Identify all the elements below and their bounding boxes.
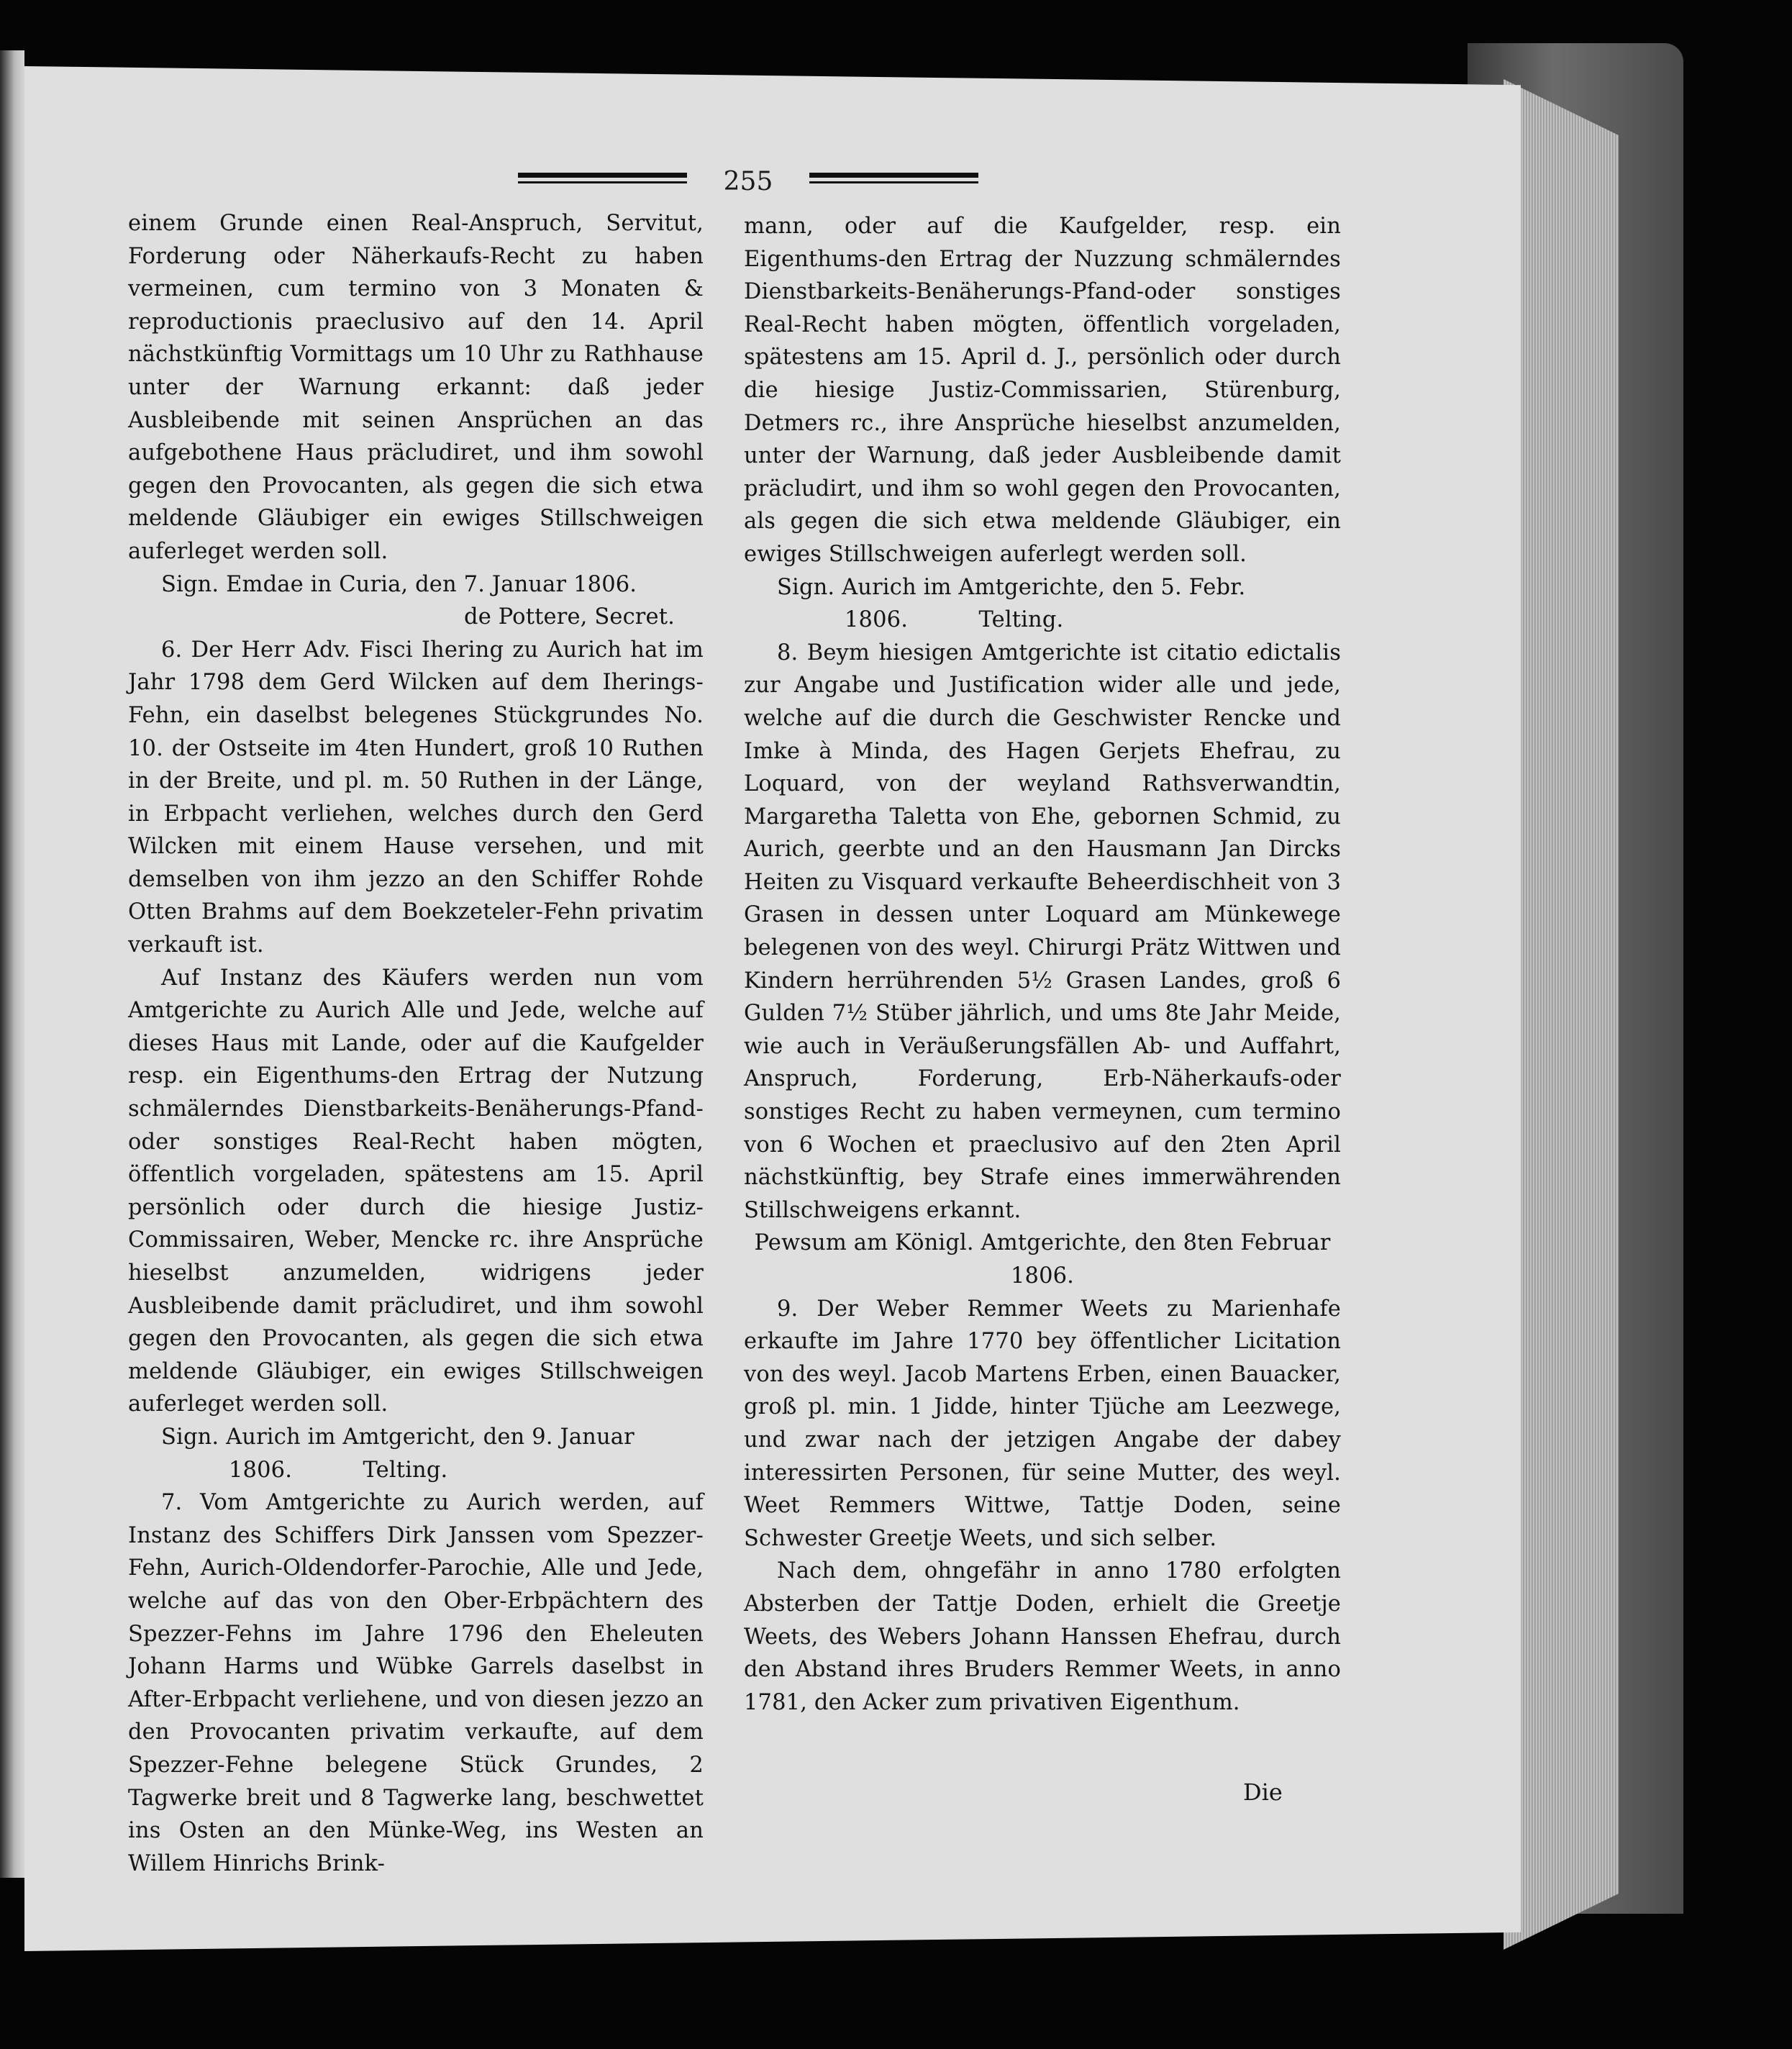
- header-rule-left: [518, 173, 687, 187]
- right-text-column: [744, 210, 1341, 1719]
- left-signatory: de Pottere, Secret.: [464, 604, 675, 630]
- right-paragraph: Nach dem, ohngefähr in anno 1780 erfolgten Absterben der Tattje Doden, erhielt die Greetje Weets, des Webers Johann Hanssen Ehefrau, durch den Abstand ihres Bruders Remmer Weets, in anno 1781, den Acker zum privativen Eigenthum.: [744, 1558, 1341, 1715]
- page-header: [518, 167, 978, 197]
- facing-page-edge: [0, 50, 24, 1878]
- left-paragraph: einem Grunde einen Real-Anspruch, Servitut, Forderung oder Näherkaufs-Recht zu haben vermeinen, cum termino von 3 Monaten & reproductionis praeclusivo auf den 14. April nächstkünftig Vormittags um 10 Uhr zu Rathhause unter der Warnung erkannt: daß jeder Ausbleibende mit seinen Ansprüchen an das aufgebothene Haus präcludiret, und ihm sowohl gegen den Provocanten, als gegen die sich etwa meldende Gläubiger ein ewiges Stillschweigen auferleget werden soll.: [128, 211, 704, 564]
- left-signatory: 1806. Telting.: [229, 1457, 448, 1483]
- page-stack-edge: [1504, 79, 1619, 1950]
- catchword: Die: [1243, 1778, 1283, 1806]
- left-paragraph-6: 6. Der Herr Adv. Fisci Ihering zu Aurich hat im Jahr 1798 dem Gerd Wilcken auf dem Iherings-Fehn, ein daselbst belegenes Stückgrundes No. 10. der Ostseite im 4ten Hundert, groß 10 Ruthen in der Breite, und pl. m. 50 Ruthen in der Länge, in Erbpacht verliehen, welches durch den Gerd Wilcken mit einem Hause versehen, und mit demselben von ihm jezzo an den Schiffer Rohde Otten Brahms auf dem Boekzeteler-Fehn privatim verkauft ist.: [128, 637, 704, 958]
- left-paragraph-7: 7. Vom Amtgerichte zu Aurich werden, auf Instanz des Schiffers Dirk Janssen vom Spezzer-Fehn, Aurich-Oldendorfer-Parochie, Alle und Jede, welche auf das von den Ober-Erbpächtern des Spezzer-Fehns im Jahre 1796 den Eheleuten Johann Harms und Wübke Garrels daselbst in After-Erbpacht verliehene, und von diesen jezzo an den Provocanten privatim verkaufte, auf dem Spezzer-Fehne belegene Stück Grundes, 2 Tagwerke breit und 8 Tagwerke lang, beschwettet ins Osten an den Münke-Weg, ins Westen an Willem Hinrichs Brink-: [128, 1490, 704, 1876]
- right-signature-line: Pewsum am Königl. Amtgerichte, den 8ten Februar 1806.: [754, 1230, 1331, 1289]
- right-paragraph-9: 9. Der Weber Remmer Weets zu Marienhafe erkaufte im Jahre 1770 bey öffentlicher Licitation von des weyl. Jacob Martens Erben, einen Bauacker, groß pl. min. 1 Jidde, hinter Tjüche am Leezwege, und zwar nach der jetzigen Angabe der dabey interessirten Personen, für seine Mutter, des weyl. Weet Remmers Wittwe, Tattje Doden, seine Schwester Greetje Weets, und sich selber.: [744, 1296, 1341, 1551]
- page-number: 255: [723, 167, 773, 196]
- left-signature-line: Sign. Emdae in Curia, den 7. Januar 1806.: [161, 571, 637, 597]
- left-paragraph: Auf Instanz des Käufers werden nun vom Amtgerichte zu Aurich Alle und Jede, welche auf dieses Haus mit Lande, oder auf die Kaufgelder resp. ein Eigenthums-den Ertrag der Nutzung schmälerndes Dienstbarkeits-Benäherungs-Pfand-oder sonstiges Real-Recht haben mögten, öffentlich vorgeladen, spätestens am 15. April persönlich oder durch die hiesige Justiz-Commissairen, Weber, Mencke rc. ihre Ansprüche hieselbst anzumelden, widrigens jeder Ausbleibende damit präcludiret, und ihm sowohl gegen den Provocanten, als gegen die sich etwa meldende Gläubiger, ein ewiges Stillschweigen auferleget werden soll.: [128, 965, 704, 1417]
- left-text-column: [128, 207, 704, 1880]
- right-signatory: 1806. Telting.: [845, 607, 1064, 633]
- left-signature-line: Sign. Aurich im Amtgericht, den 9. Januar: [161, 1424, 635, 1450]
- right-signature-line: Sign. Aurich im Amtgerichte, den 5. Febr.: [777, 574, 1246, 600]
- header-rule-right: [809, 173, 978, 187]
- right-paragraph-8: 8. Beym hiesigen Amtgerichte ist citatio edictalis zur Angabe und Justification wider alle und jede, welche auf die durch die Geschwister Rencke und Imke à Minda, des Hagen Gerjets Ehefrau, zu Loquard, von der weyland Rathsverwandtin, Margaretha Taletta von Ehe, gebornen Schmid, zu Aurich, geerbte und an den Hausmann Jan Dircks Heiten zu Visquard verkaufte Beheerdischheit von 3 Grasen in dessen unter Loquard am Münkewege belegenen von des weyl. Chirurgi Prätz Wittwen und Kindern herrührenden 5½ Grasen Landes, groß 6 Gulden 7½ Stüber jährlich, und ums 8te Jahr Meide, wie auch in Veräußerungsfällen Ab- und Auffahrt, Anspruch, Forderung, Erb-Näherkaufs-oder sonstiges Recht zu haben vermeynen, cum termino von 6 Wochen et praeclusivo auf den 2ten April nächstkünftig, bey Strafe eines immerwährenden Stillschweigens erkannt.: [744, 640, 1341, 1223]
- right-paragraph: mann, oder auf die Kaufgelder, resp. ein Eigenthums-den Ertrag der Nuzzung schmälerndes Dienstbarkeits-Benäherungs-Pfand-oder sonstiges Real-Recht haben mögten, öffentlich vorgeladen, spätestens am 15. April d. J., persönlich oder durch die hiesige Justiz-Commissarien, Stürenburg, Detmers rc., ihre Ansprüche hieselbst anzumelden, unter der Warnung, daß jeder Ausbleibende damit präcludirt, und ihm so wohl gegen den Provocanten, als gegen die sich etwa meldende Gläubiger, ein ewiges Stillschweigen auferlegt werden soll.: [744, 214, 1341, 567]
